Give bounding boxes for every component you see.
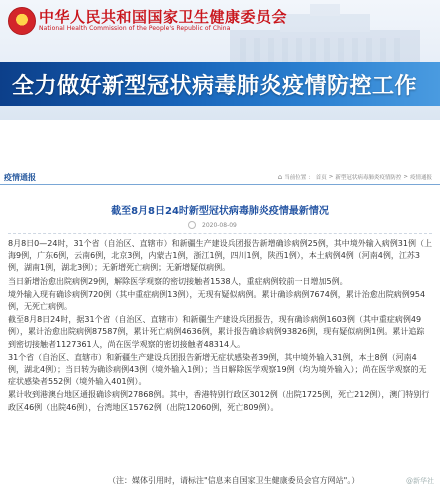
banner-title: 全力做好新型冠状病毒肺炎疫情防控工作 xyxy=(12,74,418,99)
site-header xyxy=(0,0,440,120)
breadcrumb-current-position: 当前位置 xyxy=(284,175,307,181)
article-paragraph: 截至8月8日24时，据31个省（自治区、直辖市）和新疆生产建设兵团报告，现有确诊病例1603例（其中重症病例49例），累计治愈出院病例87587例，累计死亡病例4636例，累计报告确诊病例93826例，现有疑似病例1例。累计追踪到密切接触者1127361人，尚在医学观察的密切接触者48314人。 xyxy=(8,315,425,349)
xinhua-watermark: @新华社 xyxy=(406,477,434,485)
breadcrumb-covid-section[interactable]: 新型冠状病毒肺炎疫情防控 xyxy=(335,175,402,181)
national-emblem-icon[interactable]: ★ xyxy=(8,7,36,35)
section-label[interactable]: 疫情通报 xyxy=(4,173,36,182)
article-body xyxy=(8,238,432,414)
org-name-en: National Health Commission of the People's Republic of China xyxy=(39,25,231,32)
article-paragraph: 8月8日0—24时，31个省（自治区、直辖市）和新疆生产建设兵团报告新增确诊病例25例，其中境外输入病例31例（上海9例，广东6例，云南6例，北京3例，内蒙古1例，浙江1例，四川1例，陕西1例），本土病例4例（河南4例，江苏3例，湖南1例，湖北3例）；无新增死亡病例；无新增疑似病例。 xyxy=(8,239,432,273)
article-area xyxy=(0,120,440,498)
article-paragraph: 累计收到港澳台地区通报确诊病例27868例。其中，香港特别行政区3012例（出院1725例，死亡212例），澳门特别行政区46例（出院46例），台湾地区15762例（出院12060例，死亡809例）。 xyxy=(8,390,430,412)
article-paragraph: 当日新增治愈出院病例29例，解除医学观察的密切接触者1538人，重症病例较前一日增加5例。 xyxy=(8,276,348,286)
home-icon: ⌂ xyxy=(277,173,283,181)
article-date: 2020-08-09 xyxy=(202,221,237,229)
article-paragraph: 境外输入现有确诊病例720例（其中重症病例13例），无现有疑似病例。累计确诊病例7674例，累计治愈出院病例954例，无死亡病例。 xyxy=(8,289,426,312)
breadcrumb xyxy=(278,173,432,181)
breadcrumb-home[interactable]: 首页 xyxy=(315,175,327,181)
breadcrumb-separator: > xyxy=(328,174,334,180)
article-title: 截至8月8日24时新型冠状病毒肺炎疫情最新情况 xyxy=(111,206,329,217)
article-paragraph: 31个省（自治区、直辖市）和新疆生产建设兵团报告新增无症状感染者39例，其中境外输入31例，本土8例（河南4例，湖北4例）；当日转为确诊病例43例（境外输入1例）；当日解除医学观察19例（均为境外输入）；尚在医学观察的无症状感染者552例（境外输入401例）。 xyxy=(8,352,427,387)
breadcrumb-epidemic-report[interactable]: 疫情通报 xyxy=(409,175,432,181)
breadcrumb-separator: ： xyxy=(308,175,314,181)
media-citation-note: （注：媒体引用时，请标注"信息来自国家卫生健康委员会官方网站"。） xyxy=(108,476,360,485)
title-divider xyxy=(8,233,432,234)
article-meta xyxy=(188,221,237,229)
breadcrumb-separator: > xyxy=(403,174,408,180)
org-name[interactable]: 中华人民共和国国家卫生健康委员会 xyxy=(39,8,288,26)
clock-icon xyxy=(188,221,196,229)
